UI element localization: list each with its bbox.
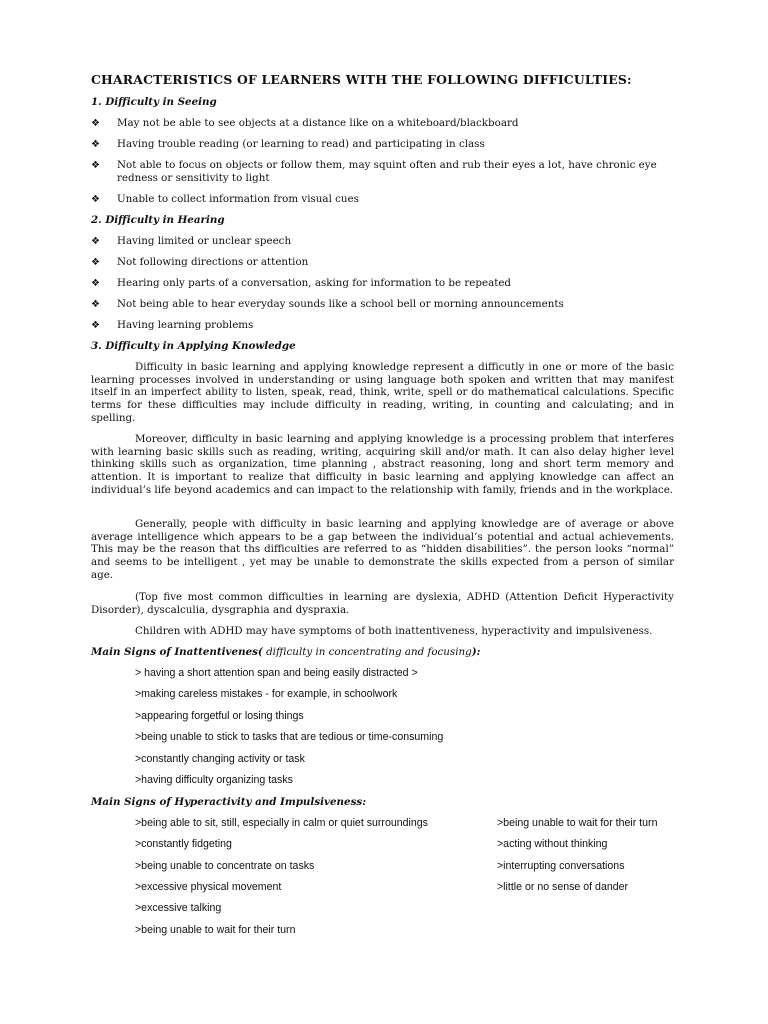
list-item-text: Not being able to hear everyday sounds like a school bell or morning announcements xyxy=(117,298,564,310)
sign-item-left: >being unable to wait for their turn xyxy=(135,924,296,936)
heading-seeing: 1. Difficulty in Seeing xyxy=(91,96,217,108)
heading-subtitle: difficulty in concentrating and focusing xyxy=(262,646,472,658)
heading-hyperactivity: Main Signs of Hyperactivity and Impulsiveness: xyxy=(91,796,366,808)
list-item-text: Unable to collect information from visual cues xyxy=(117,193,359,205)
diamond-bullet-icon: ❖ xyxy=(91,278,100,289)
diamond-bullet-icon: ❖ xyxy=(91,236,100,247)
diamond-bullet-icon: ❖ xyxy=(91,194,100,205)
heading-end: ): xyxy=(471,646,481,658)
sign-item-right: >being unable to wait for their turn xyxy=(497,817,658,829)
sign-item: >having difficulty organizing tasks xyxy=(135,774,293,786)
list-item-text: Hearing only parts of a conversation, asking for information to be repeated xyxy=(117,277,512,289)
paragraph: Children with ADHD may have symptoms of both inattentiveness, hyperactivity and impulsiveness. xyxy=(135,625,653,637)
heading-applying-knowledge: 3. Difficulty in Applying Knowledge xyxy=(91,340,296,352)
diamond-bullet-icon: ❖ xyxy=(91,257,100,268)
paragraph: Generally, people with difficulty in basic learning and applying knowledge are of average or above average intelligence which appears to be a gap between the individual’s potential and actual achievements. This may be the reason that ths difficulties are referred to as “hidden disabilities”. the person looks “normal” and seems to be intelligent , yet may be unable to demonstrate the skills expected from a person of similar age. xyxy=(91,518,674,581)
sign-item-left: >excessive talking xyxy=(135,902,222,914)
list-item-text: Having trouble reading (or learning to read) and participating in class xyxy=(117,138,485,150)
sign-item: >appearing forgetful or losing things xyxy=(135,710,304,722)
sign-item-right: >little or no sense of dander xyxy=(497,881,629,893)
sign-item-left: >being unable to concentrate on tasks xyxy=(135,860,315,872)
diamond-bullet-icon: ❖ xyxy=(91,160,100,171)
paragraph: Moreover, difficulty in basic learning and applying knowledge is a processing problem that interferes with learning basic skills such as reading, writing, acquiring skill and/or math. It can also delay higher level thinking skills such as organization, time planning , abstract reasoning, long and short term memory and attention. It is important to realize that difficulty in basic learning and applying knowledge can affect an individual’s life beyond academics and can impact to the relationship with family, friends and in the workplace. xyxy=(91,433,674,496)
sign-item: > having a short attention span and being easily distracted > xyxy=(135,667,418,679)
sign-item: >constantly changing activity or task xyxy=(135,753,305,765)
diamond-bullet-icon: ❖ xyxy=(91,320,100,331)
sign-item: >making careless mistakes - for example, in schoolwork xyxy=(135,688,398,700)
diamond-bullet-icon: ❖ xyxy=(91,139,100,150)
document-title: CHARACTERISTICS OF LEARNERS WITH THE FOLLOWING DIFFICULTIES: xyxy=(91,72,632,87)
paragraph: (Top five most common difficulties in learning are dyslexia, ADHD (Attention Deficit Hyperactivity Disorder), dyscalculia, dysgraphia and dyspraxia. xyxy=(91,591,674,616)
sign-item-left: >being able to sit, still, especially in calm or quiet surroundings xyxy=(135,817,428,829)
diamond-bullet-icon: ❖ xyxy=(91,118,100,129)
sign-item-right: >acting without thinking xyxy=(497,838,608,850)
sign-item: >being unable to stick to tasks that are tedious or time-consuming xyxy=(135,731,444,743)
list-item-text: Having limited or unclear speech xyxy=(117,235,292,247)
list-item-text: Not following directions or attention xyxy=(117,256,309,268)
sign-item-right: >interrupting conversations xyxy=(497,860,625,872)
list-item-text: May not be able to see objects at a distance like on a whiteboard/blackboard xyxy=(117,117,519,129)
sign-item-left: >excessive physical movement xyxy=(135,881,282,893)
heading-hearing: 2. Difficulty in Hearing xyxy=(91,214,225,226)
paragraph: Difficulty in basic learning and applying knowledge represent a difficutly in one or more of the basic learning processes involved in understanding or using language both spoken and written that may manifest itself in an imperfect ability to listen, speak, read, think, write, spell or do mathematical calculations. Specific terms for these difficulties may include difficulty in reading, writing, in counting and calculating; and in spelling. xyxy=(91,361,674,424)
heading-main: Main Signs of Inattentivenes( xyxy=(91,646,263,658)
diamond-bullet-icon: ❖ xyxy=(91,299,100,310)
sign-item-left: >constantly fidgeting xyxy=(135,838,232,850)
list-item-text: Having learning problems xyxy=(117,319,254,331)
list-item-text: Not able to focus on objects or follow them, may squint often and rub their eyes a lot, have chronic eye redness or sensitivity to light xyxy=(117,159,657,184)
heading-inattentiveness xyxy=(91,646,480,658)
